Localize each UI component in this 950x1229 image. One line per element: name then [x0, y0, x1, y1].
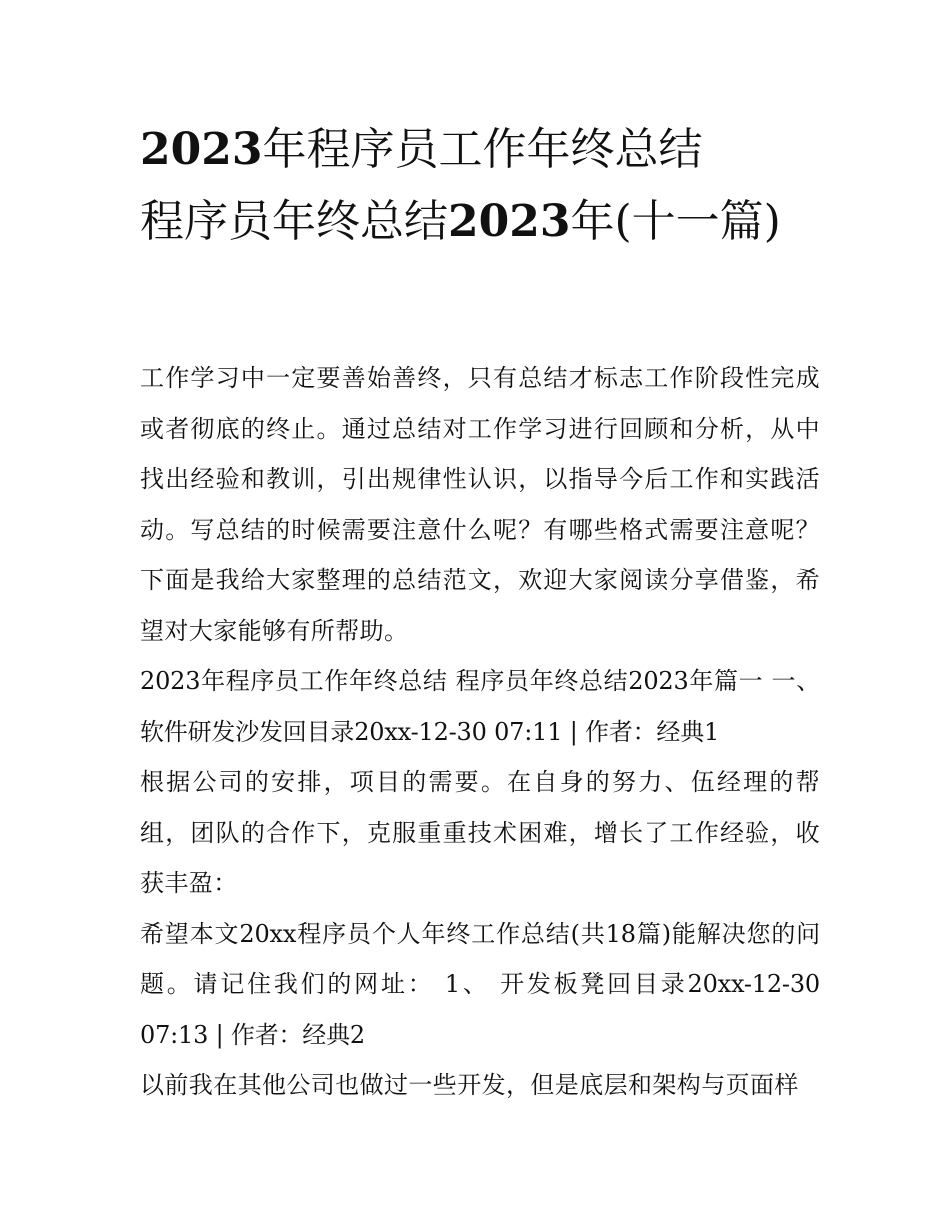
- paragraph-section-1-body: 根据公司的安排，项目的需要。在自身的努力、伍经理的帮组，团队的合作下，克服重重技术困难，增长了工作经验，收获丰盈：: [140, 768, 820, 897]
- document-body: [140, 353, 820, 1111]
- paragraph-section-2-body: 以前我在其他公司也做过一些开发，但是底层和架构与页面样: [140, 1071, 799, 1099]
- paragraph-section-2-heading: 希望本文20xx程序员个人年终工作总结(共18篇)能解决您的问题。请记住我们的网址： 1、 开发板凳回目录20xx-12-30 07:13 | 作者：经典2: [140, 919, 820, 1049]
- paragraph-intro: 工作学习中一定要善始善终，只有总结才标志工作阶段性完成或者彻底的终止。通过总结对工作学习进行回顾和分析，从中找出经验和教训，引出规律性认识，以指导今后工作和实践活动。写总结的时候需要注意什么呢？有哪些格式需要注意呢？下面是我给大家整理的总结范文，欢迎大家阅读分享借鉴，希望对大家能够有所帮助。: [140, 364, 820, 645]
- title-text: 年程序员工作年终总结: [262, 124, 703, 175]
- title-year-2: 2023: [448, 196, 571, 247]
- paragraph-section-1-heading: 2023年程序员工作年终总结 程序员年终总结2023年篇一 一、软件研发沙发回目录20xx-12-30 07:11 | 作者：经典1: [140, 667, 820, 746]
- title-year: 2023: [140, 124, 263, 175]
- title-subtext: 程序员年终总结: [140, 196, 448, 247]
- title-suffix: 年(十一篇): [570, 196, 781, 247]
- document-title: [140, 114, 830, 258]
